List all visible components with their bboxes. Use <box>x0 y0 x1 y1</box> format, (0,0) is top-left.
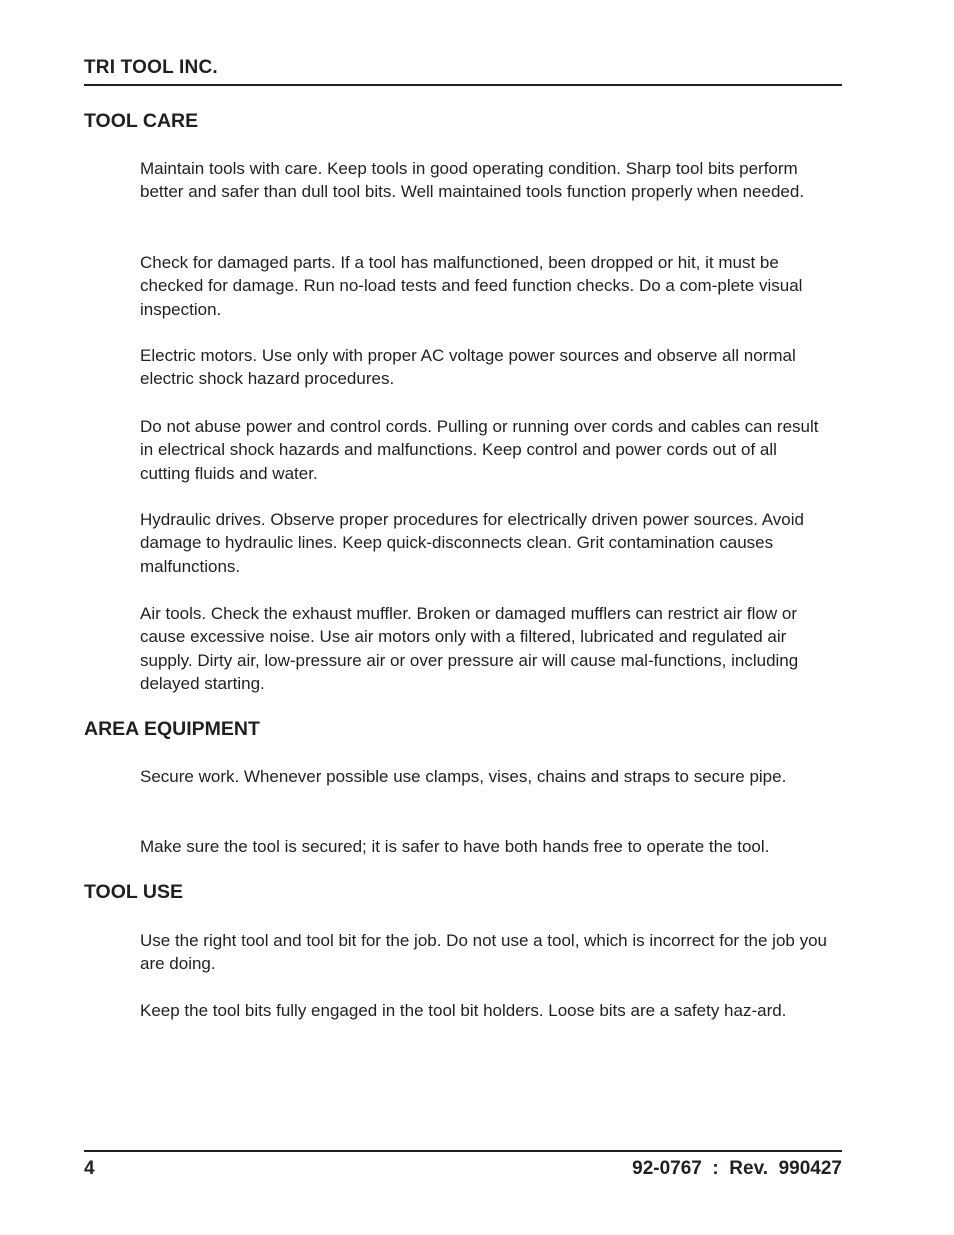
paragraph-tool-care-6: Air tools. Check the exhaust muffler. Broken or damaged mufflers can restrict air flow or cause excessive noise. Use air motors only with a filtered, lubricated and regulated air supply. Dirty air, low-pressure air or over pressure air will cause mal-functions, including delayed starting. <box>140 604 799 693</box>
section-heading-area-equipment: AREA EQUIPMENT <box>84 718 260 740</box>
paragraph-tool-use-2: Keep the tool bits fully engaged in the tool bit holders. Loose bits are a safety haz-ard. <box>140 1001 787 1020</box>
document-revision: 92-0767 : Rev. 990427 <box>632 1158 842 1179</box>
paragraph-tool-care-1: Maintain tools with care. Keep tools in good operating condition. Sharp tool bits perform better and safer than dull tool bits. Well maintained tools function properly when needed. <box>140 159 805 202</box>
section-heading-tool-care: TOOL CARE <box>84 110 199 132</box>
paragraph-area-equipment-1: Secure work. Whenever possible use clamps, vises, chains and straps to secure pipe. <box>140 767 787 786</box>
paragraph-tool-care-2: Check for damaged parts. If a tool has malfunctioned, been dropped or hit, it must be checked for damage. Run no-load tests and feed function checks. Do a com-plete visual inspection. <box>140 253 803 319</box>
paragraph-tool-use-1: Use the right tool and tool bit for the job. Do not use a tool, which is incorrect for the job you are doing. <box>140 931 827 974</box>
footer-rule <box>84 1150 842 1152</box>
company-name: TRI TOOL INC. <box>84 57 218 78</box>
paragraph-tool-care-5: Hydraulic drives. Observe proper procedures for electrically driven power sources. Avoid damage to hydraulic lines. Keep quick-disconnects clean. Grit contamination causes malfunctions. <box>140 510 804 576</box>
page-number: 4 <box>84 1158 95 1179</box>
header-rule <box>84 84 842 86</box>
paragraph-area-equipment-2: Make sure the tool is secured; it is safer to have both hands free to operate the tool. <box>140 837 770 856</box>
section-heading-tool-use: TOOL USE <box>84 881 183 903</box>
paragraph-tool-care-4: Do not abuse power and control cords. Pulling or running over cords and cables can result in electrical shock hazards and malfunctions. Keep control and power cords out of all cutting fluids and water. <box>140 417 819 483</box>
paragraph-tool-care-3: Electric motors. Use only with proper AC voltage power sources and observe all normal electric shock hazard procedures. <box>140 346 796 389</box>
